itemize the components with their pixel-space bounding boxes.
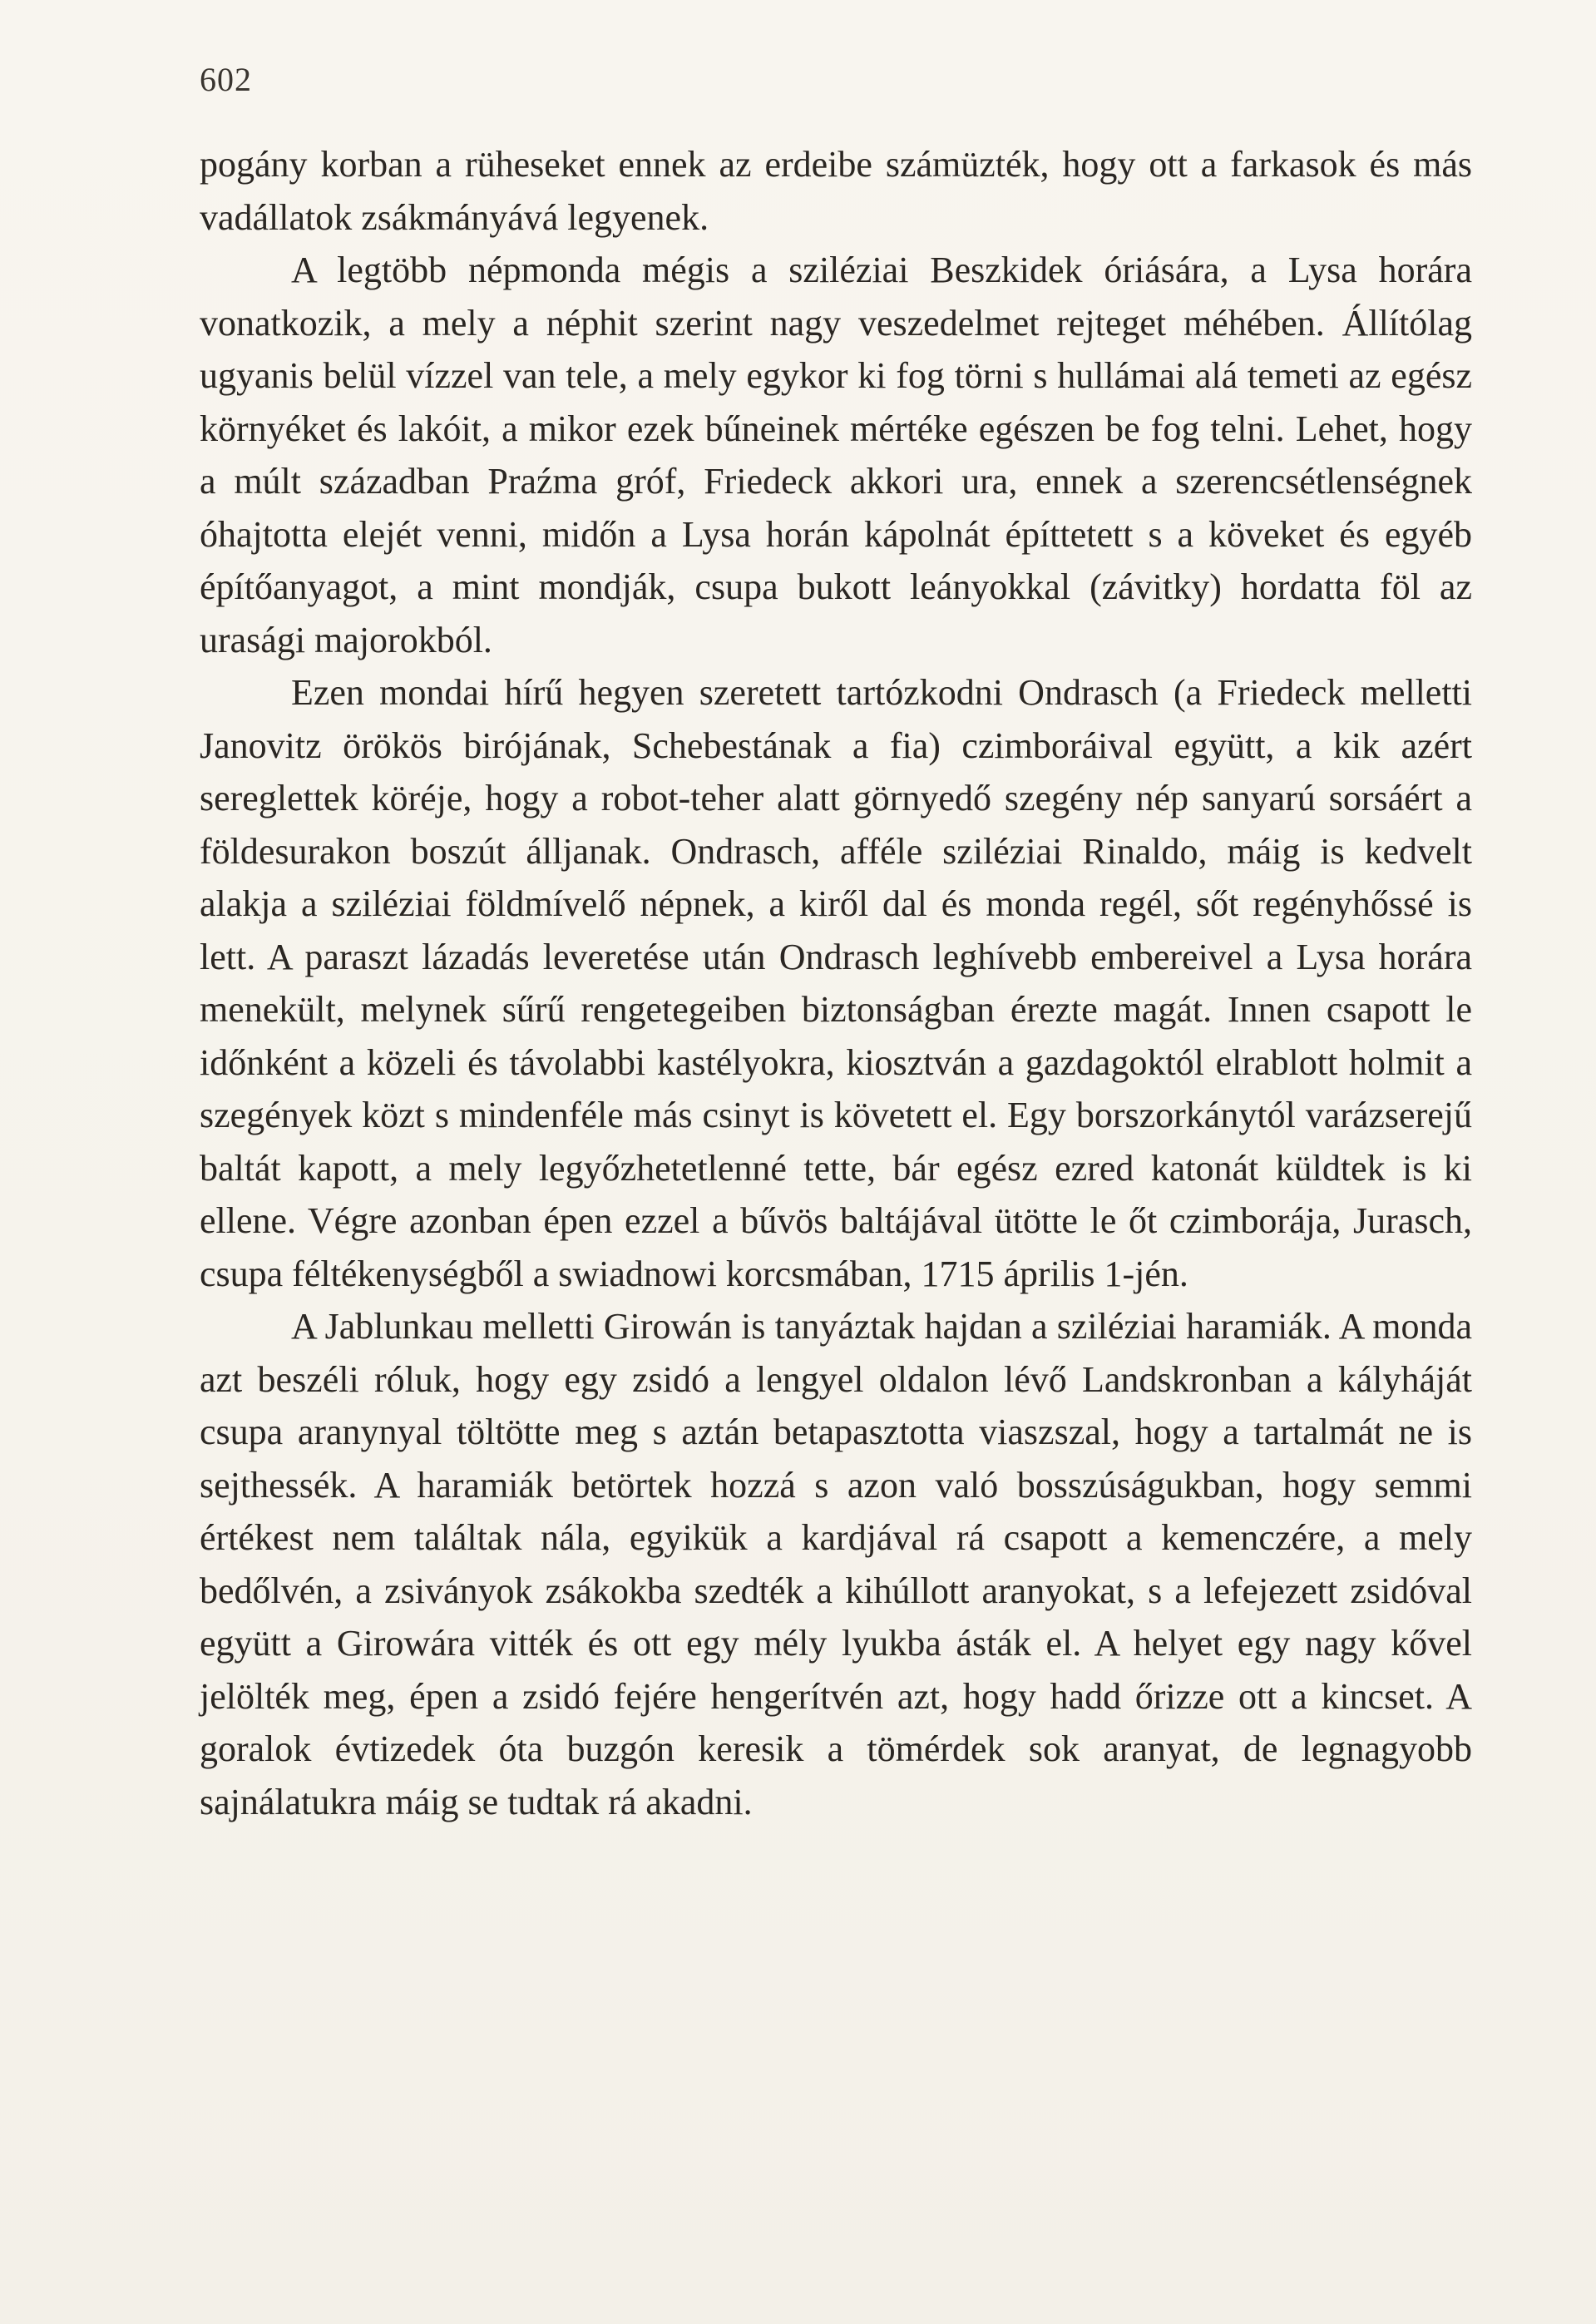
paragraph-lysa-hora: A legtöbb népmonda mégis a sziléziai Beszkidek óriására, a Lysa horára vonatkozik, a mely a néphit szerint nagy veszedelmet rejteget méhében. Állítólag ugyanis belül vízzel van tele, a mely egykor ki fog törni s hullámai alá temeti az egész környéket és lakóit, a mikor ezek bűneinek mértéke egészen be fog telni. Lehet, hogy a múlt században Praźma gróf, Friedeck akkori ura, ennek a szerencsétlenségnek óhajtotta elejét venni, midőn a Lysa horán kápolnát építtetett s a köveket és egyéb építőanyagot, a mint mondják, csupa bukott leányokkal (závitky) hordatta föl az urasági majorokból. <box>200 250 1472 660</box>
paragraph-ondrasch: Ezen mondai hírű hegyen szeretett tartózkodni Ondrasch (a Friedeck melletti Janovitz örökös birójának, Schebestának a fia) czimboráival együtt, a kik azért sereglettek köréje, hogy a robot-teher alatt görnyedő szegény nép sanyarú sorsáért a földesurakon boszút álljanak. Ondrasch, afféle sziléziai Rinaldo, máig is kedvelt alakja a sziléziai földmívelő népnek, a kiről dal és monda regél, sőt regényhőssé is lett. A paraszt lázadás leveretése után Ondrasch leghívebb embereivel a Lysa horára menekült, melynek sűrű rengetegeiben biztonságban érezte magát. Innen csapott le időnként a közeli és távolabbi kastélyokra, kiosztván a gazdagoktól elrablott holmit a szegények közt s mindenféle más csinyt is követett el. Egy borszorkánytól varázserejű baltát kapott, a mely legyőzhetetlenné tette, bár egész ezred katonát küldtek is ki ellene. Végre azonban épen ezzel a bűvös baltájával ütötte le őt czimborája, Jurasch, csupa féltékenységből a swiadnowi korcsmában, 1715 április 1-jén. <box>200 672 1472 1294</box>
body-text <box>200 138 1472 1828</box>
page-number: 602 <box>200 61 252 98</box>
paragraph-girowa: A Jablunkau melletti Girowán is tanyáztak hajdan a sziléziai haramiák. A monda azt beszéli róluk, hogy egy zsidó a lengyel oldalon lévő Landskronban a kályháját csupa aranynyal töltötte meg s aztán betapasztotta viaszszal, hogy a tartalmát ne is sejthessék. A haramiák betörtek hozzá s azon való bosszúságukban, hogy semmi értékest nem találtak nála, egyikük a kardjával rá csapott a kemenczére, a mely bedőlvén, a zsiványok zsákokba szedték a kihúllott aranyokat, s a lefejezett zsidóval együtt a Girowára vitték és ott egy mély lyukba ásták el. A helyet egy nagy kővel jelölték meg, épen a zsidó fejére hengerítvén azt, hogy hadd őrizze ott a kincset. A goralok évtizedek óta buzgón keresik a tömérdek sok aranyat, de legnagyobb sajnálatukra máig se tudtak rá akadni. <box>200 1306 1472 1822</box>
paragraph-continuation: pogány korban a rüheseket ennek az erdeibe számüzték, hogy ott a farkasok és más vadállatok zsákmányává legyenek. <box>200 144 1472 238</box>
